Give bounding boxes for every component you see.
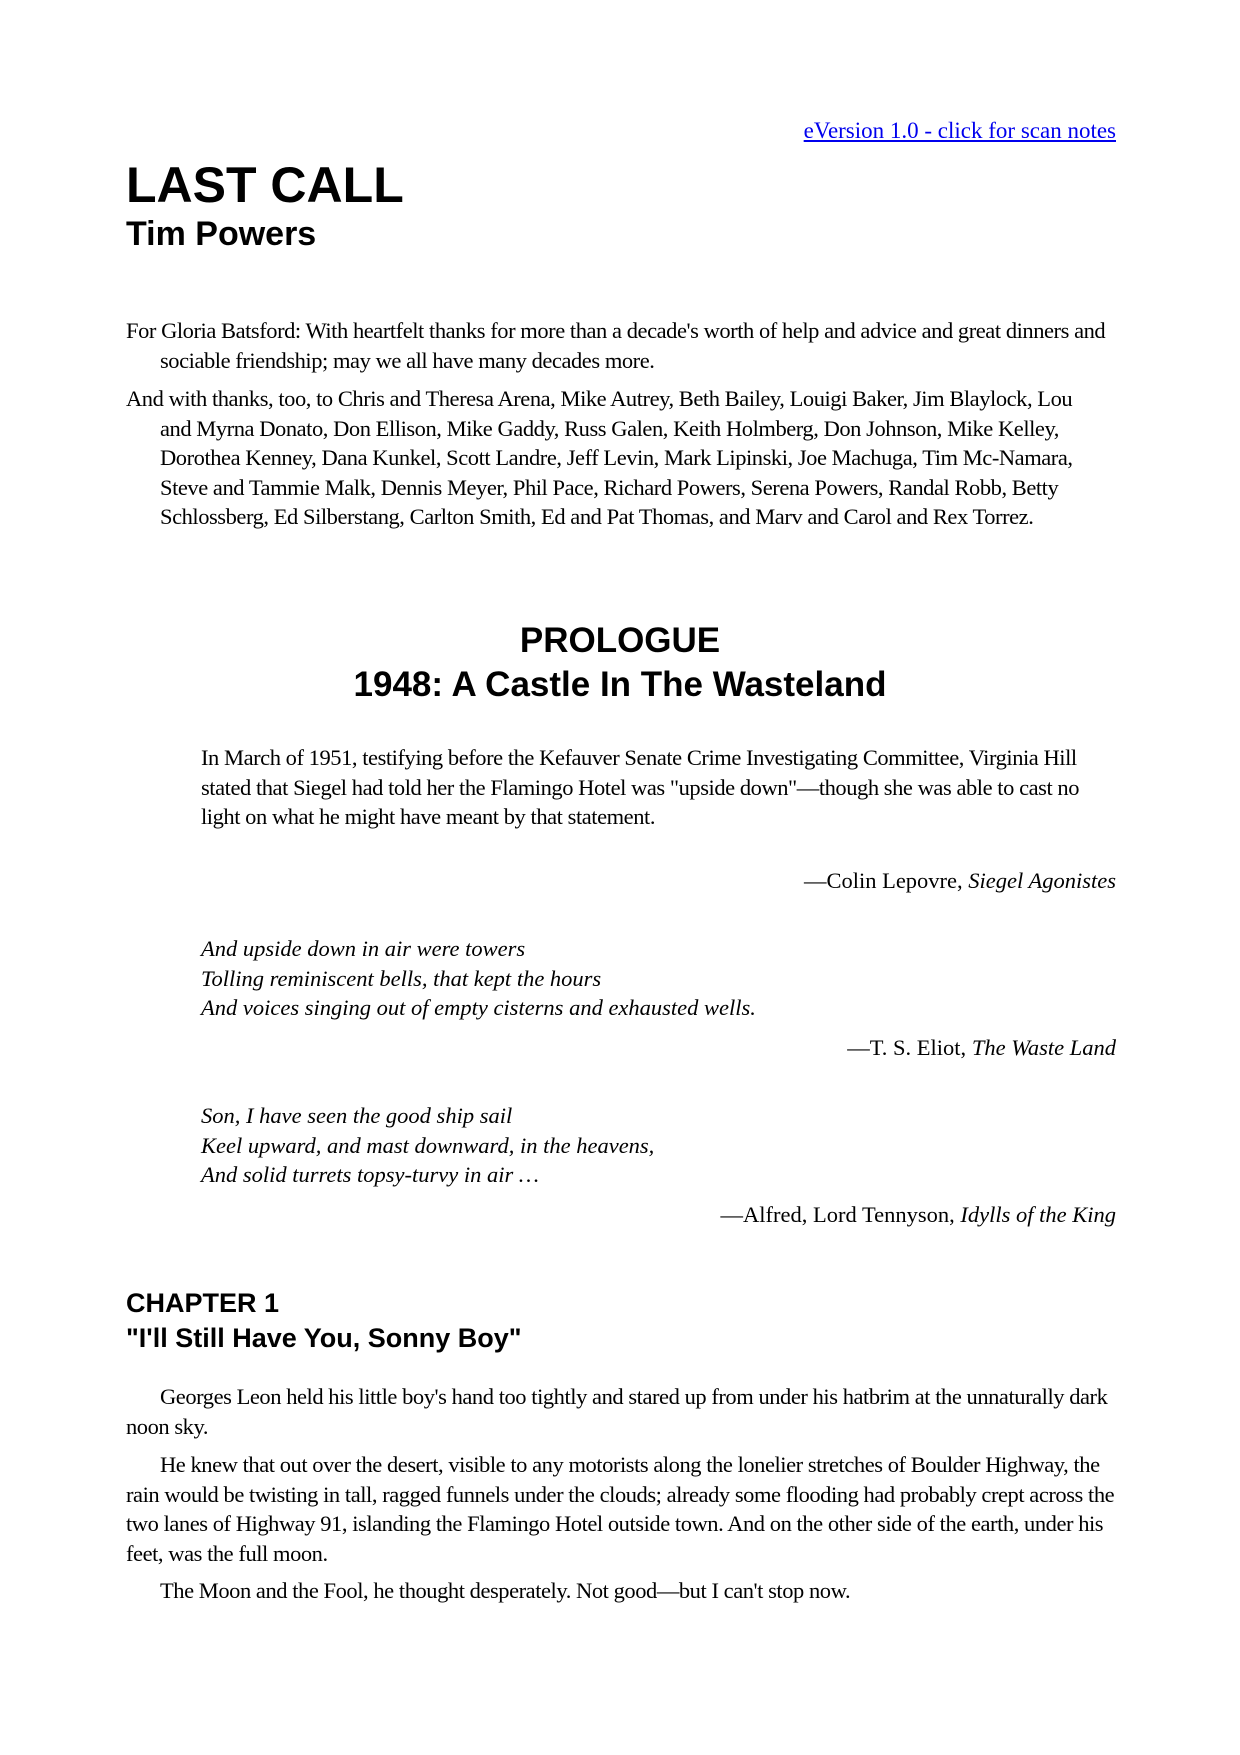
acknowledgements-paragraph: And with thanks, too, to Chris and Theresa Arena, Mike Autrey, Beth Bailey, Louigi Baker, Jim Blaylock, Lou and Myrna Donato, Don Ellison, Mike Gaddy, Russ Galen, Keith Holmberg, Don Johnson, Mike Kelley, Dorothea Kenney, Dana Kunkel, Scott Landre, Jeff Levin, Mark Lipinski, Joe Machuga, Tim Mc-Namara, Steve and Tammie Malk, Dennis Meyer, Phil Pace, Richard Powers, Serena Powers, Randal Robb, Betty Schlossberg, Ed Silberstang, Carlton Smith, Ed and Pat Thomas, and Marv and Carol and Rex Torrez. — [126, 386, 1073, 529]
book-title: LAST CALL — [126, 157, 404, 213]
verse-line: And voices singing out of empty cisterns and exhausted wells. — [201, 995, 756, 1020]
verse-line: Son, I have seen the good ship sail — [201, 1103, 513, 1128]
body-paragraph: Georges Leon held his little boy's hand too tightly and stared up from under his hatbrim at the unnaturally dark noon sky. — [126, 1384, 1108, 1439]
dedication-paragraph: For Gloria Batsford: With heartfelt thanks for more than a decade's worth of help and advice and great dinners and sociable friendship; may we all have many decades more. — [126, 318, 1106, 373]
prologue-label: PROLOGUE — [519, 621, 721, 660]
attribution-work: The Waste Land — [971, 1035, 1116, 1060]
body-paragraph: The Moon and the Fool, he thought desperately. Not good—but I can't stop now. — [160, 1578, 851, 1603]
scan-notes-link[interactable]: eVersion 1.0 - click for scan notes — [803, 118, 1116, 143]
epigraph-attribution-tennyson — [721, 1200, 1116, 1230]
verse-line: And upside down in air were towers — [201, 936, 526, 961]
chapter-number: CHAPTER 1 — [126, 1288, 280, 1318]
attribution-author: —Colin Lepovre, — [803, 868, 969, 893]
body-paragraph: He knew that out over the desert, visible to any motorists along the lonelier stretches of Boulder Highway, the rain would be twisting in tall, ragged funnels under the clouds; already some flooding had probably crept across the two lanes of Highway 91, islanding the Flamingo Hotel outside town. And on the other side of the earth, under his feet, was the full moon. — [126, 1452, 1115, 1566]
attribution-author: —T. S. Eliot, — [847, 1035, 972, 1060]
attribution-work: Siegel Agonistes — [968, 868, 1116, 893]
epigraph-verse-tennyson — [201, 1101, 1081, 1190]
prologue-title: 1948: A Castle In The Wasteland — [353, 665, 887, 704]
book-author: Tim Powers — [126, 215, 317, 253]
epigraph-verse-eliot — [201, 934, 1081, 1023]
chapter-title: "I'll Still Have You, Sonny Boy" — [126, 1323, 522, 1353]
attribution-work: Idylls of the King — [960, 1202, 1116, 1227]
verse-line: Keel upward, and mast downward, in the heavens, — [201, 1132, 655, 1158]
epigraph-attribution-eliot — [847, 1033, 1116, 1063]
verse-line: And solid turrets topsy-turvy in air … — [201, 1162, 539, 1187]
verse-line: Tolling reminiscent bells, that kept the hours — [201, 965, 602, 991]
epigraph-attribution-lepovre — [804, 866, 1116, 896]
attribution-author: —Alfred, Lord Tennyson, — [720, 1202, 961, 1227]
epigraph-prose: In March of 1951, testifying before the Kefauver Senate Crime Investigating Committee, Virginia Hill stated that Siegel had told her the Flamingo Hotel was "upside down"—though she was able to cast no light on what he might have meant by that statement. — [201, 745, 1080, 829]
